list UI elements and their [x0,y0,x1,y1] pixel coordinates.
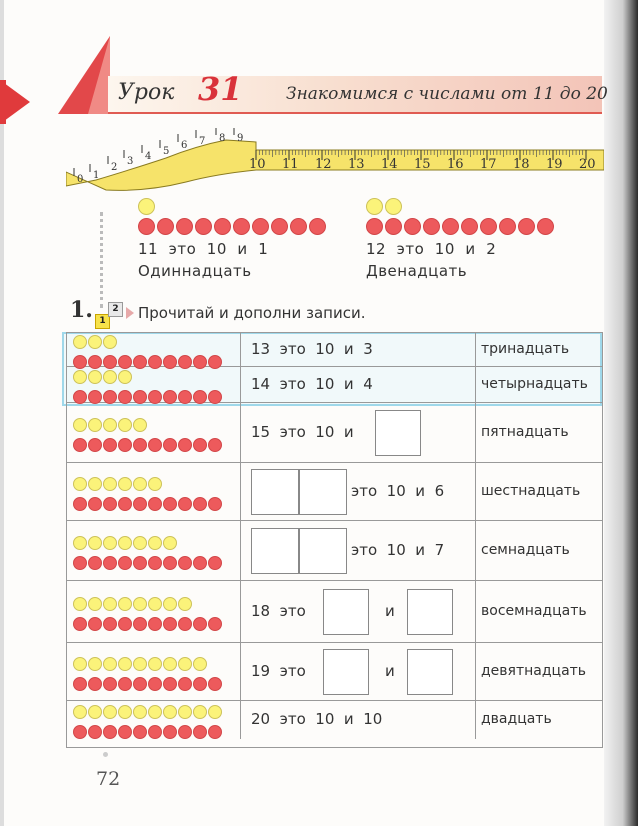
red-counter [537,218,554,235]
yellow-counters [73,657,223,676]
yellow-counter [88,335,102,349]
ruler-label: 8 [219,133,226,144]
red-counter [73,617,87,631]
row-equation: 15 это 10 и [251,423,354,441]
red-counter [193,617,207,631]
red-counter [208,677,222,691]
red-counter [133,390,147,404]
red-counter [178,438,192,452]
red-counters [73,617,223,636]
yellow-counter [88,597,102,611]
red-counter [252,218,269,235]
ruler-label: 14 [381,157,398,172]
exercise-table [66,332,603,748]
red-counter [73,677,87,691]
yellow-counters [73,370,223,389]
yellow-counter [103,335,117,349]
intro-word-12: Двенадцать [366,262,468,280]
answer-box-tens[interactable] [251,528,299,574]
red-counter [88,438,102,452]
yellow-counter [118,536,132,550]
yellow-counters [73,597,223,616]
red-counter [118,556,132,570]
intro-dots-12 [366,198,556,237]
page-dot [103,752,108,757]
red-counter [73,497,87,511]
red-counter [118,438,132,452]
red-counters [73,677,223,696]
yellow-counter [88,657,102,671]
red-counter [404,218,421,235]
red-counter [148,390,162,404]
row-equation: 20 это 10 и 10 [251,710,383,728]
red-counter [178,677,192,691]
red-counter [133,556,147,570]
yellow-counter [133,705,147,719]
answer-box-units[interactable] [299,469,347,515]
table-row [67,643,602,701]
red-counter [73,556,87,570]
yellow-counter [73,335,87,349]
ruler-label: 17 [480,157,497,172]
red-counter [423,218,440,235]
red-counter [103,617,117,631]
yellow-counter [163,657,177,671]
row-counters [73,477,223,516]
number-word: девятнадцать [481,663,587,679]
red-counter [178,556,192,570]
yellow-counter [88,705,102,719]
yellow-counter [148,597,162,611]
row-counters [73,597,223,636]
yellow-counter [103,370,117,384]
ruler-label: 0 [77,174,84,185]
red-counter [193,677,207,691]
red-counter [214,218,231,235]
red-counter [193,497,207,511]
intro-word-11: Одиннадцать [138,262,252,280]
red-counter [518,218,535,235]
yellow-counter [118,477,132,491]
number-word: шестнадцать [481,483,581,499]
yellow-counters [73,418,223,437]
answer-box-tens[interactable] [323,649,369,695]
row-equation: 14 это 10 и 4 [251,375,373,393]
table-row [67,403,602,463]
red-counter [73,725,87,739]
ruler-label: 11 [282,157,299,172]
red-counter [118,497,132,511]
yellow-counter [103,705,117,719]
yellow-counter [163,705,177,719]
yellow-counter [208,705,222,719]
red-counter [88,390,102,404]
red-counter [103,390,117,404]
red-counter [193,438,207,452]
yellow-counter [73,370,87,384]
yellow-counters [73,705,223,724]
red-counter [118,617,132,631]
red-counter [208,390,222,404]
ruler-label: 12 [315,157,332,172]
red-counter [163,677,177,691]
row-equation: это 10 и 6 [351,482,445,500]
table-row [67,581,602,643]
red-counters [138,218,328,237]
counters-cell [67,333,241,366]
ruler-label: 15 [414,157,431,172]
red-counter [163,390,177,404]
yellow-counter [103,536,117,550]
number-word: четырнадцать [481,376,588,392]
red-counters [73,497,223,516]
answer-box-tens[interactable] [323,589,369,635]
red-counter [103,438,117,452]
red-counter [133,497,147,511]
lesson-word: Урок [118,80,175,105]
red-counter [461,218,478,235]
red-counter [193,390,207,404]
red-counter [178,497,192,511]
number-word: тринадцать [481,341,570,357]
yellow-counter [73,477,87,491]
exercise-instruction: Прочитай и дополни записи. [138,304,366,322]
measuring-tape-ruler [66,128,604,198]
answer-box-tens[interactable] [251,469,299,515]
yellow-counter [138,198,155,215]
red-counter [138,218,155,235]
red-marker-arrow [0,80,30,124]
header-underline [108,112,602,114]
ruler-label: 19 [546,157,563,172]
red-counter [193,725,207,739]
red-counter [178,390,192,404]
badge-2: 2 [108,302,123,317]
yellow-counter [88,477,102,491]
ruler-label: 18 [513,157,530,172]
number-word: двадцать [481,711,552,727]
red-counter [118,725,132,739]
ruler-label: 7 [199,136,206,147]
table-row [67,521,602,581]
red-counter [148,617,162,631]
red-counters [73,556,223,575]
counters-cell [67,367,241,402]
red-counter [385,218,402,235]
yellow-counter [148,536,162,550]
yellow-counter [118,705,132,719]
yellow-counter [148,705,162,719]
red-counter [233,218,250,235]
red-counter [148,497,162,511]
red-counter [157,218,174,235]
red-counter [148,725,162,739]
lesson-number: 31 [198,70,243,108]
answer-box-units[interactable] [299,528,347,574]
row-equation: 19 это [251,662,306,680]
red-counter [163,725,177,739]
table-row [67,463,602,521]
ruler-label: 13 [348,157,365,172]
yellow-counters [73,536,223,555]
red-counter [442,218,459,235]
yellow-counter [73,536,87,550]
yellow-counter [103,418,117,432]
red-counter [178,725,192,739]
yellow-counter [178,597,192,611]
red-counter [208,438,222,452]
yellow-counter [148,477,162,491]
red-counter [88,617,102,631]
counters-cell [67,521,241,580]
yellow-counter [178,657,192,671]
number-word: восемнадцать [481,603,587,619]
red-counter [178,617,192,631]
red-counter [73,390,87,404]
counters-cell [67,643,241,700]
yellow-counter [118,418,132,432]
counters-cell [67,403,241,462]
ruler-label: 3 [127,156,134,167]
yellow-counter [103,657,117,671]
yellow-counter [193,705,207,719]
number-word: пятнадцать [481,424,569,440]
red-counter [133,725,147,739]
dotted-margin-line [100,212,103,308]
yellow-counter [118,657,132,671]
red-counter [271,218,288,235]
row-counters [73,657,223,696]
ruler-label: 20 [579,157,596,172]
ruler-label: 10 [249,157,266,172]
yellow-counter [103,597,117,611]
red-counter [103,556,117,570]
ruler-label: 4 [145,151,152,162]
red-counter [290,218,307,235]
yellow-counter [193,657,207,671]
yellow-counter [178,705,192,719]
ruler-label: 5 [163,146,170,157]
counters-cell [67,581,241,642]
ruler-label: 9 [237,133,244,144]
yellow-counter [163,597,177,611]
yellow-counters [73,477,223,496]
red-counter [208,556,222,570]
red-counter [195,218,212,235]
yellow-counter [133,597,147,611]
yellow-counter [133,418,147,432]
lesson-title: Знакомимся с числами от 11 до 20 [286,84,608,104]
red-counter [193,556,207,570]
red-counter [366,218,383,235]
red-counters [73,725,223,744]
counters-cell [67,701,241,739]
yellow-counters [73,335,223,354]
yellow-counter [73,705,87,719]
red-counter [148,556,162,570]
counters-cell [67,463,241,520]
red-counter [88,725,102,739]
yellow-counter [133,657,147,671]
row-and: и [385,602,395,620]
table-row [67,367,602,403]
intro-equation-11: 11 это 10 и 1 [138,240,269,258]
red-counter [208,497,222,511]
red-counter [88,556,102,570]
answer-box-units[interactable] [407,589,453,635]
red-counter [88,677,102,691]
yellow-counter [73,418,87,432]
row-counters [73,705,223,744]
red-counter [163,617,177,631]
red-counter [118,677,132,691]
yellow-counter [103,477,117,491]
red-counter [118,390,132,404]
badge-1: 1 [95,314,110,329]
intro-dots-11 [138,198,328,237]
red-counter [133,438,147,452]
row-equation: 13 это 10 и 3 [251,340,373,358]
yellow-counter [73,597,87,611]
ruler-label: 1 [93,170,100,181]
yellow-counter [366,198,383,215]
red-counter [73,438,87,452]
intro-equation-12: 12 это 10 и 2 [366,240,497,258]
instruction-arrow-icon [126,307,134,319]
yellow-counter [118,597,132,611]
red-counter [163,438,177,452]
row-equation: это 10 и 7 [351,541,445,559]
red-counter [133,677,147,691]
yellow-counter [88,370,102,384]
page-edge-right [604,0,638,826]
red-counter [88,497,102,511]
row-and: и [385,662,395,680]
red-counter [309,218,326,235]
red-counter [208,725,222,739]
red-counter [148,438,162,452]
red-counter [176,218,193,235]
row-counters [73,418,223,457]
yellow-counters [138,198,328,217]
exercise-number: 1. [70,297,93,323]
red-counter [480,218,497,235]
row-counters [73,536,223,575]
yellow-counter [163,536,177,550]
red-counter [148,677,162,691]
red-counter [103,725,117,739]
table-row [67,701,602,739]
yellow-counter [118,370,132,384]
ruler-label: 2 [111,162,118,173]
answer-box-units[interactable] [375,410,421,456]
row-equation: 18 это [251,602,306,620]
yellow-counter [133,536,147,550]
yellow-counters [366,198,556,217]
red-counters [73,438,223,457]
yellow-counter [73,657,87,671]
answer-box-units[interactable] [407,649,453,695]
red-counter [163,556,177,570]
ruler-label: 6 [181,140,188,151]
yellow-counter [385,198,402,215]
red-counter [163,497,177,511]
page-number: 72 [96,768,121,790]
table-row [67,333,602,367]
yellow-counter [88,536,102,550]
red-counter [208,617,222,631]
yellow-counter [88,418,102,432]
red-counter [133,617,147,631]
number-word: семнадцать [481,542,570,558]
red-counter [103,497,117,511]
yellow-counter [133,477,147,491]
ruler-label: 16 [447,157,464,172]
yellow-counter [148,657,162,671]
red-counter [103,677,117,691]
red-counter [499,218,516,235]
red-triangle-decoration [58,36,110,114]
red-counters [366,218,556,237]
